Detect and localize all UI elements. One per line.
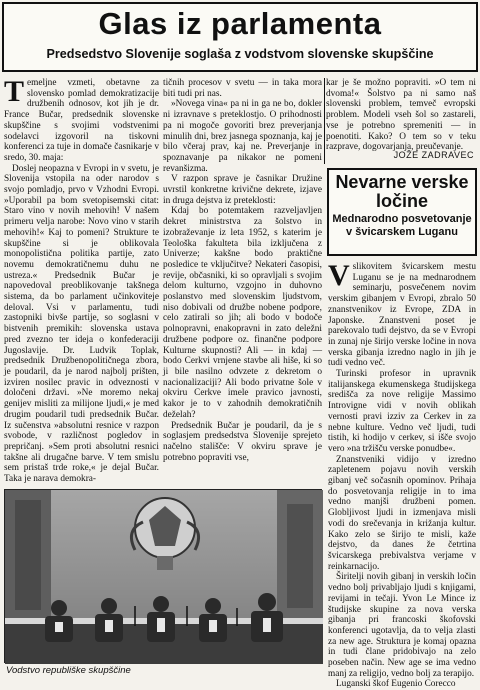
photo-caption: Vodstvo republiške skupščine (6, 665, 131, 676)
sidebar-title: Nevarne verske ločine (335, 172, 469, 211)
drop-cap: V (328, 259, 350, 292)
article-paragraph: »Novega vina« pa ni in ga ne bo, dokler ni izravnave s preteklostjo. O prihodnosti pa ni mogoče govoriti brez preverjanja minulih dni, brez jasnega spoznanja, kaj je bilo včeraj prav, kaj ne. Preverjanje in spoznavanje pa nikakor ne pomeni revanšizma. (163, 99, 322, 174)
article-paragraph: Predsednik Bučar je poudaril, da je s soglasjem predsedstva Slovenije sprejeto načelno stališče: V okviru sprave je potrebno popraviti vse, (163, 420, 322, 463)
subheadline: Predsedstvo Slovenije soglaša z vodstvom slovenske skupščine (46, 47, 434, 61)
headline: Glas iz parlamenta (98, 6, 382, 41)
article-paragraph: V razpon sprave je časnikar Družine uvrstil konkretne krivične dekrete, izjave in druga dejstva iz preteklosti: (163, 174, 322, 206)
byline: JOŽE ZADRAVEC (393, 150, 474, 160)
article-column-2 (163, 78, 322, 486)
parliament-photo (4, 489, 322, 663)
article-paragraph: Doslej neopazna v Evropi in v svetu, je Slovenija vstopila na oder narodov s svojo pomladjo, prvo v Vzhodni Evropi. »Uporabil pa bom svetopisemski citat: Staro vino v novih mehovih! V našem primeru velja narobe: Novo vino v starih mehovih!« Kaj to pomeni? Strukture te skupščine si je oblikovala monopolistična politika partije, zato novemu demokratičnemu duhu ne ustreza.« Predsednik Bučar je napovedoval preoblikovanje takšnega sistema, da bo parlament učinkoviteje deloval. Vsi v parlamentu, tudi zastopniki bivše partije, so soglasni v bistvenih premikih: slovenska ustava pred zvezno ter ideja o konfederaciji Jugoslavije. Dr. Ludvik Toplak, predsednik Družbenopolitičnega zbora, je poudaril, da je narod najbolj prišten, izviren nosilec pravic in odveznosti v določeni državi. »Ne moremo nekaj genijev misliti za milijone ljudi,« je med drugim poudaril tudi predsednik Bučar. Iz sučenstva »absolutni resnice v razpon svobode, v različnost pogledov in prepričanj. »Sem proti absolutni resnici takšne ali drugačne barve. V tem smislu sem pristaš trde roke,« je dejal Bučar. Taka je narava demokra- (4, 163, 159, 485)
sidebar-header (327, 168, 477, 256)
column-divider (324, 78, 325, 164)
article-column-1 (4, 75, 159, 486)
sidebar-subtitle: Mednarodno posvetovanje v švicarskem Luganu (332, 213, 472, 238)
article-paragraph: kar je še možno popraviti. »O tem ni dvoma!« Šolstvo pa ni samo naš slovenski problem, temveč evropski problem. Modeli vseh šol so zastareli, vse je potrebno spremeniti — in poenotiti. Kako? O tem so v teku razprave, dogovarjanja, preučevanje. (326, 78, 476, 153)
sidebar-article-column (328, 259, 476, 690)
parliament-photo-image (5, 490, 323, 664)
article-paragraph: tičnih procesov v svetu — in taka mora biti tudi pri nas. (163, 78, 322, 99)
article-paragraph: Kdaj bo potemtakem razveljavljen dekret ministrstva za šolstvo in izobraževanje iz leta 1952, s katerim je Teološka fakulteta bila izključena z Univerze; kakšne bodo praktične posledice te vključitve? Nekateri časopisi, revije, občasniki, ki so opravljali s svojim delom kulturno, vzgojno in duhovno poslanstvo med slovenskim ljudstvom, niso dobivali od družbe nobene podpore, celo zatirali so jih; ali bodo v bodoče polnopravni, enakopravni in zato deležni družbene podpore oz. finančne podpore Kulturne skupnosti? Ali — in kdaj — bodo Cerkvi vrnjene stavbe ali hiše, ki so ji bile nasilno odvzete z dekretom o nacionalizaciji? Ali bodo privatne šole v okviru Cerkve imele pravico javnosti, kakor je to v zahodnih demokratičnih deželah? (163, 206, 322, 420)
article-header (2, 2, 478, 72)
article-paragraph: Turinski profesor in upravnik italijanskega ekumenskega študijskega središča za nove religije Massimo Introvigne vidi v novih oblikah vernosti pravi izziv za Cerkev in za nebne kulture. Vedno več ljudi, tudi tistih, ki hodijo v cerkev, si išče svojo vero »na tržišču verske ponudbe«. (328, 369, 476, 454)
article-paragraph: Temeljne vzmeti, obetavne za slovensko pomlad demokratizacije družbenih odnosov, kot jih je dr. France Bučar, predsednik slovenske skupščine s svojimi vodstvenimi sodelavci izgovoril na tiskovni konferenci za tuje in domače časnikarje v sredo, 30. maja: (4, 75, 159, 163)
article-paragraph: Vslikovitem švicarskem mestu Luganu se je na mednarodnem seminarju, posvečenem novim verskim gibanjem v Evropi, zbralo 50 znanstvenikov iz Evrope, ZDA in Japonske. Znanstveni poset je parekovalo tudi dejstvo, da se v Evropi in zunaj nje širijo verske ločine in nova verska gibanja izredno naglo in jih je tudi vedno več. (328, 259, 476, 369)
article-paragraph: Luganski škof Eugenio Corecco (336, 679, 456, 690)
article-paragraph: Znanstveniki vidijo v izredno zapletenem pojavu novih verskih gibanj več sočasnih opominov. Prihaja do posvetovanja religije in to ima vedno manjši družbeni pomen. Globljivost ljudi in izmenjava misli vodi do srečevanja in križanja kultur. Kako zelo se širijo te misli, kaže dejstvo, da danes že četrtina švicarskega prebivalstva verjame v reinkarnacijo. (328, 454, 476, 572)
drop-cap: T (4, 75, 25, 108)
article-paragraph: Širitelji novih gibanj in verskih ločin vedno bolj privabljajo ljudi s knjigami, revijami in tečaji. Yvon Le Mince iz študijske skupine za nova verska gibanja pri francoski škofovski konferenci ugotavlja, da to velja zlasti za new age. Struktura je komaj opazna in tudi člane pridobivajo na zelo poseben način. New age se ima vedno manj za religijo, vedno bolj za terapijo. (328, 572, 476, 679)
